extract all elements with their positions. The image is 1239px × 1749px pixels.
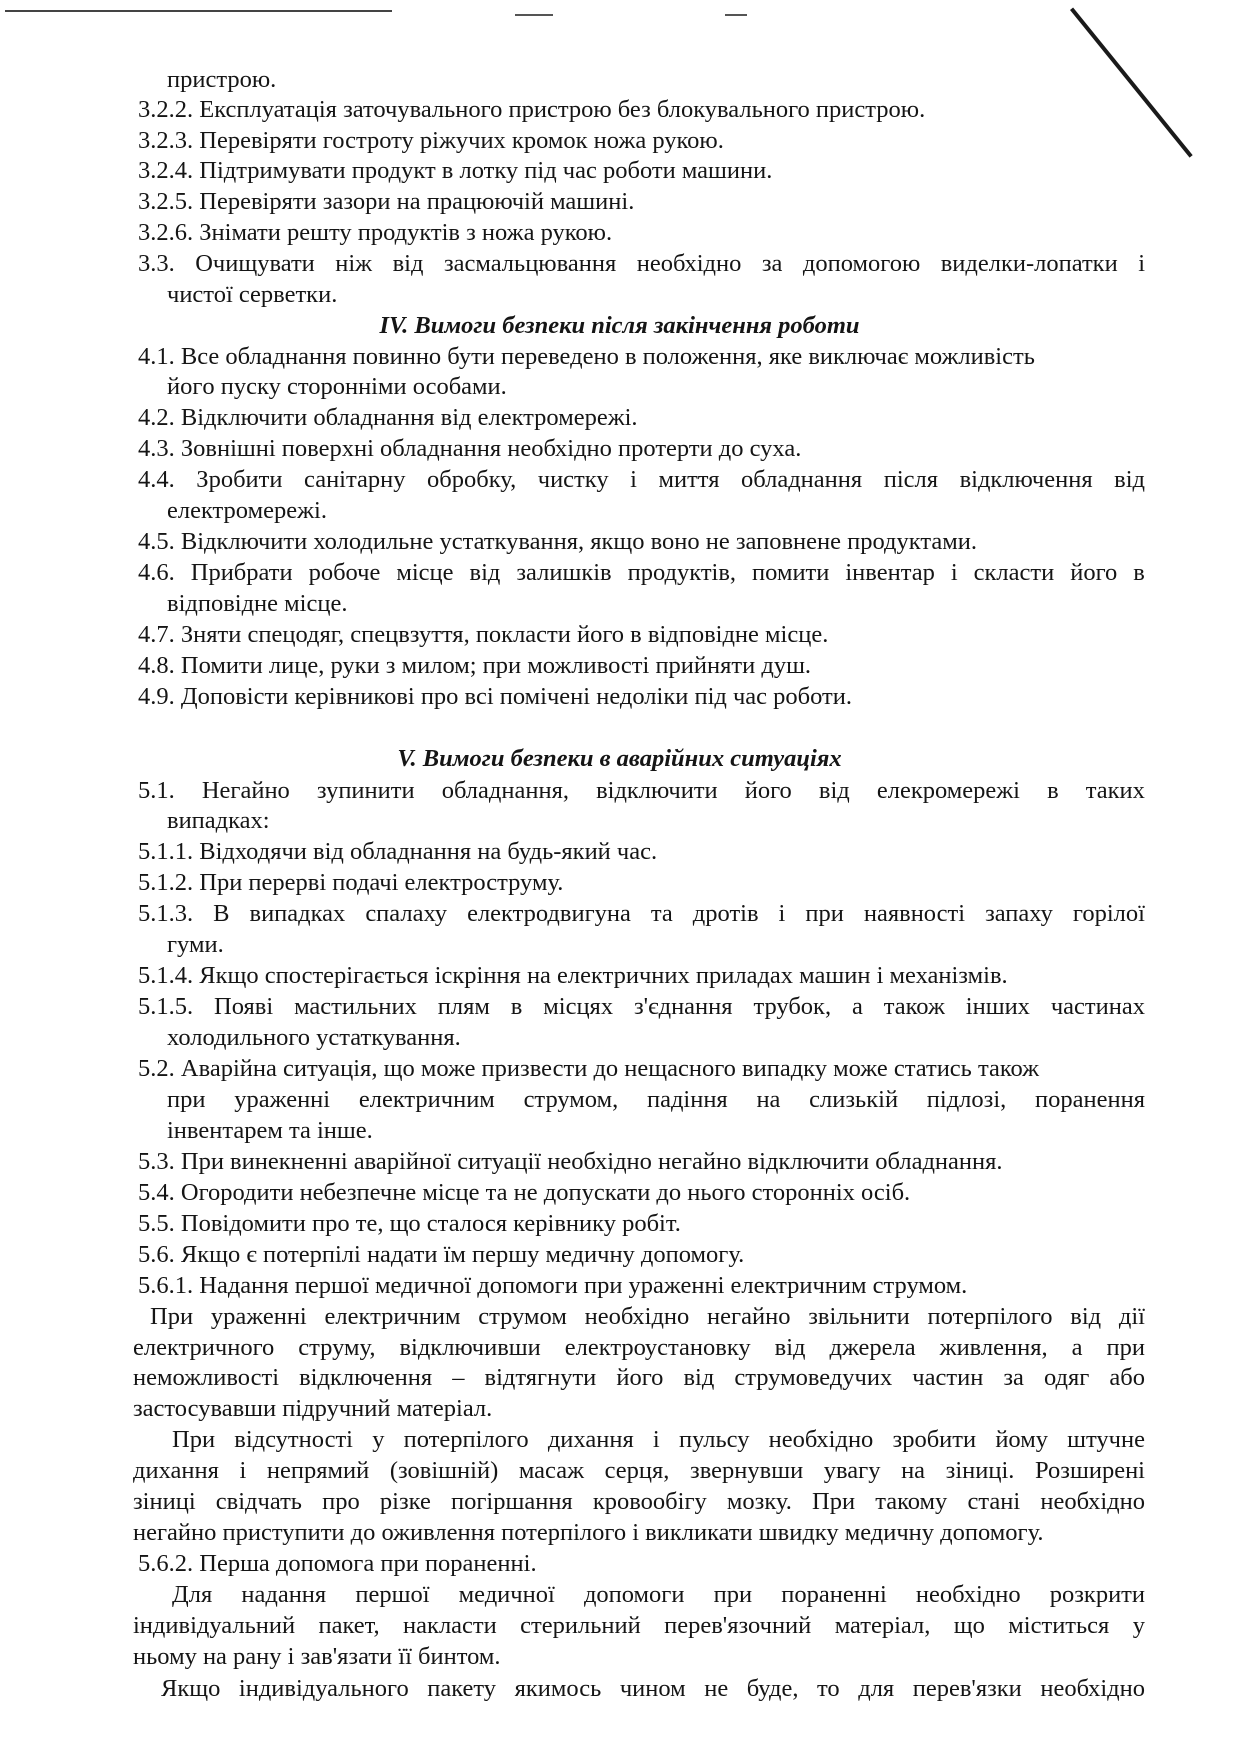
word: електродвигуна bbox=[467, 900, 631, 927]
word: трубок, bbox=[753, 993, 832, 1020]
justified-line bbox=[138, 777, 1145, 805]
text-line: 4.8. Помити лице, руки з милом; при можливості прийняти душ. bbox=[138, 652, 812, 679]
text-line: 3.2.4. Підтримувати продукт в лотку під час роботи машини. bbox=[138, 157, 773, 184]
paragraph-line: застосувавши підручний матеріал. bbox=[133, 1395, 493, 1422]
word: обробку, bbox=[427, 466, 517, 493]
text-line: 5.6.1. Надання першої медичної допомоги при ураженні електричним струмом. bbox=[138, 1272, 968, 1299]
word: Очищувати bbox=[195, 250, 315, 277]
word: за bbox=[761, 250, 783, 277]
text-line: 4.7. Зняти спецодяг, спецвзуття, покласти його в відповідне місце. bbox=[138, 621, 829, 648]
text-line: 4.9. Доповісти керівникові про всі помічені недоліки під час роботи. bbox=[138, 683, 852, 710]
text-line: 5.4. Огородити небезпечне місце та не допускати до нього сторонніх осіб. bbox=[138, 1179, 911, 1206]
paragraph-line: При ураженні електричним струмом необхідно негайно звільнити потерпілого від дії bbox=[150, 1303, 1145, 1330]
word: ніж bbox=[335, 250, 373, 277]
word: спалаху bbox=[365, 900, 448, 927]
word: при bbox=[805, 900, 844, 927]
justified-line bbox=[138, 559, 1145, 587]
justified-line bbox=[138, 250, 1145, 278]
diagonal-pen-stroke bbox=[1070, 7, 1193, 157]
word: після bbox=[883, 466, 939, 493]
word: відключення bbox=[959, 466, 1093, 493]
word: від bbox=[392, 250, 424, 277]
scan-mark bbox=[725, 14, 747, 16]
word: на bbox=[756, 1086, 781, 1113]
word: допомогою bbox=[802, 250, 921, 277]
word: і bbox=[778, 900, 786, 927]
paragraph-line: зіниці свідчать про різке погіршання кровообігу мозку. При такому стані необхідно bbox=[133, 1488, 1145, 1515]
word: і bbox=[1138, 250, 1145, 277]
paragraph-line: електричного струму, відключивши електроустановку від джерела живлення, а при bbox=[133, 1334, 1145, 1361]
word: елекромережі bbox=[876, 777, 1020, 804]
text-line: чистої серветки. bbox=[167, 281, 338, 308]
top-rule bbox=[5, 10, 392, 12]
word: від bbox=[818, 777, 850, 804]
word: і bbox=[950, 559, 958, 586]
word: необхідно bbox=[636, 250, 742, 277]
word: чистку bbox=[537, 466, 609, 493]
word: при bbox=[167, 1086, 206, 1113]
word: з'єднання bbox=[634, 993, 733, 1020]
paragraph-line: При відсутності у потерпілого дихання і пульсу необхідно зробити йому штучне bbox=[172, 1426, 1145, 1453]
text-line: 3.2.6. Знімати решту продуктів з ножа рукою. bbox=[138, 219, 613, 246]
word: інвентар bbox=[845, 559, 935, 586]
word: слизькій bbox=[809, 1086, 899, 1113]
text-line: 4.5. Відключити холодильне устаткування, якщо воно не заповнене продуктами. bbox=[138, 528, 977, 555]
word: В bbox=[213, 900, 230, 927]
paragraph-line: Якщо індивідуального пакету якимось чином не буде, то для перев'язки необхідно bbox=[161, 1675, 1145, 1702]
word: Прибрати bbox=[190, 559, 293, 586]
section-heading: IV. Вимоги безпеки після закінчення роботи bbox=[379, 312, 860, 339]
justified-line bbox=[138, 466, 1145, 494]
word: 5.1.3. bbox=[138, 900, 194, 927]
word: залишків bbox=[516, 559, 612, 586]
paragraph-line: неможливості відключення – відтягнути його від струмоведучих частин за одяг або bbox=[133, 1364, 1145, 1391]
text-line: 3.2.5. Перевіряти зазори на працюючій машині. bbox=[138, 188, 635, 215]
word: зупинити bbox=[316, 777, 415, 804]
paragraph-line: негайно приступити до оживлення потерпілого і викликати швидку медичну допомогу. bbox=[133, 1519, 1044, 1546]
word: падіння bbox=[646, 1086, 728, 1113]
justified-line bbox=[138, 993, 1145, 1021]
word: робоче bbox=[308, 559, 381, 586]
word: Негайно bbox=[201, 777, 290, 804]
text-line: йогo пуску сторонніми особами. bbox=[167, 373, 507, 400]
word: Появі bbox=[214, 993, 274, 1020]
word: частинах bbox=[1050, 993, 1145, 1020]
justified-line bbox=[167, 1086, 1145, 1114]
word: дротів bbox=[692, 900, 759, 927]
word: також bbox=[883, 993, 945, 1020]
text-line: 5.5. Повідомити про те, що сталося керівнику робіт. bbox=[138, 1210, 681, 1237]
word: в bbox=[1133, 559, 1145, 586]
word: в bbox=[510, 993, 523, 1020]
word: скласти bbox=[973, 559, 1055, 586]
word: місцях bbox=[543, 993, 614, 1020]
word: обладнання, bbox=[441, 777, 569, 804]
word: виделки-лопатки bbox=[940, 250, 1118, 277]
paragraph-line: Для надання першої медичної допомоги при пораненні необхідно розкрити bbox=[172, 1581, 1145, 1608]
word: електричним bbox=[358, 1086, 495, 1113]
word: санітарну bbox=[304, 466, 406, 493]
scan-mark bbox=[515, 14, 553, 16]
word: обладнання bbox=[741, 466, 863, 493]
word: таких bbox=[1085, 777, 1145, 804]
word: а bbox=[851, 993, 863, 1020]
text-line: інвентарем та інше. bbox=[167, 1117, 373, 1144]
text-line: 5.1.4. Якщо спостерігається іскріння на електричних приладах машин і механізмів. bbox=[138, 962, 1008, 989]
text-line: 4.1. Все обладнання повинно бути переведено в положення, яке виключає можливість bbox=[138, 343, 1035, 370]
word: миття bbox=[658, 466, 720, 493]
word: плям bbox=[437, 993, 490, 1020]
word: 5.1. bbox=[138, 777, 175, 804]
text-line: холодильного устаткування. bbox=[167, 1024, 461, 1051]
text-line: 3.2.2. Експлуатація заточувального пристрою без блокувального пристрою. bbox=[138, 96, 926, 123]
word: помити bbox=[752, 559, 830, 586]
word: запаху bbox=[985, 900, 1053, 927]
word: інших bbox=[965, 993, 1030, 1020]
word: 5.1.5. bbox=[138, 993, 194, 1020]
paragraph-line: індивідуальний пакет, накласти стерильний перев'язочний матеріал, що міститься у bbox=[133, 1612, 1145, 1639]
text-line: 5.6. Якщо є потерпілі надати їм першу медичну допомогу. bbox=[138, 1241, 745, 1268]
word: 4.6. bbox=[138, 559, 175, 586]
text-line: 5.1.2. При перерві подачі електроструму. bbox=[138, 869, 564, 896]
word: від bbox=[469, 559, 501, 586]
text-line: 5.3. При винекненні аварійної ситуації необхідно негайно відключити обладнання. bbox=[138, 1148, 1003, 1175]
text-line: 5.6.2. Перша допомога при пораненні. bbox=[138, 1550, 537, 1577]
text-line: електромережі. bbox=[167, 497, 327, 524]
word: мастильних bbox=[294, 993, 417, 1020]
word: 4.4. bbox=[138, 466, 175, 493]
text-line: гуми. bbox=[167, 931, 224, 958]
word: в bbox=[1047, 777, 1059, 804]
word: випадках bbox=[249, 900, 346, 927]
section-heading: V. Вимоги безпеки в аварійних ситуаціях bbox=[397, 745, 842, 772]
text-line: випадках: bbox=[167, 807, 270, 834]
word: його bbox=[1070, 559, 1118, 586]
text-line: 4.2. Відключити обладнання від електромережі. bbox=[138, 404, 638, 431]
word: поранення bbox=[1035, 1086, 1145, 1113]
word: від bbox=[1114, 466, 1145, 493]
word: струмом, bbox=[523, 1086, 619, 1113]
justified-line bbox=[138, 900, 1145, 928]
word: відключити bbox=[596, 777, 718, 804]
word: та bbox=[650, 900, 673, 927]
text-line: пристрою. bbox=[167, 66, 277, 93]
word: 3.3. bbox=[138, 250, 175, 277]
text-line: 5.1.1. Відходячи від обладнання на будь-який час. bbox=[138, 838, 658, 865]
text-line: відповідне місце. bbox=[167, 590, 348, 617]
word: засмальцювання bbox=[443, 250, 617, 277]
word: підлозі, bbox=[926, 1086, 1007, 1113]
word: наявності bbox=[863, 900, 966, 927]
word: Зробити bbox=[196, 466, 283, 493]
word: продуктів, bbox=[627, 559, 737, 586]
text-line: 3.2.3. Перевіряти гостроту ріжучих кромок ножа рукою. bbox=[138, 127, 724, 154]
text-line: 5.2. Аварійна ситуація, що може призвести до нещасного випадку може статись також bbox=[138, 1055, 1040, 1082]
word: ураженні bbox=[234, 1086, 331, 1113]
word: місце bbox=[396, 559, 454, 586]
paragraph-line: ньому на рану і зав'язати її бинтом. bbox=[133, 1643, 501, 1670]
word: горілої bbox=[1072, 900, 1145, 927]
word: його bbox=[744, 777, 792, 804]
paragraph-line: дихання і непрямий (зовішній) масаж серця, звернувши увагу на зіниці. Розширені bbox=[133, 1457, 1145, 1484]
word: і bbox=[630, 466, 637, 493]
text-line: 4.3. Зовнішні поверхні обладнання необхідно протерти до суха. bbox=[138, 435, 802, 462]
